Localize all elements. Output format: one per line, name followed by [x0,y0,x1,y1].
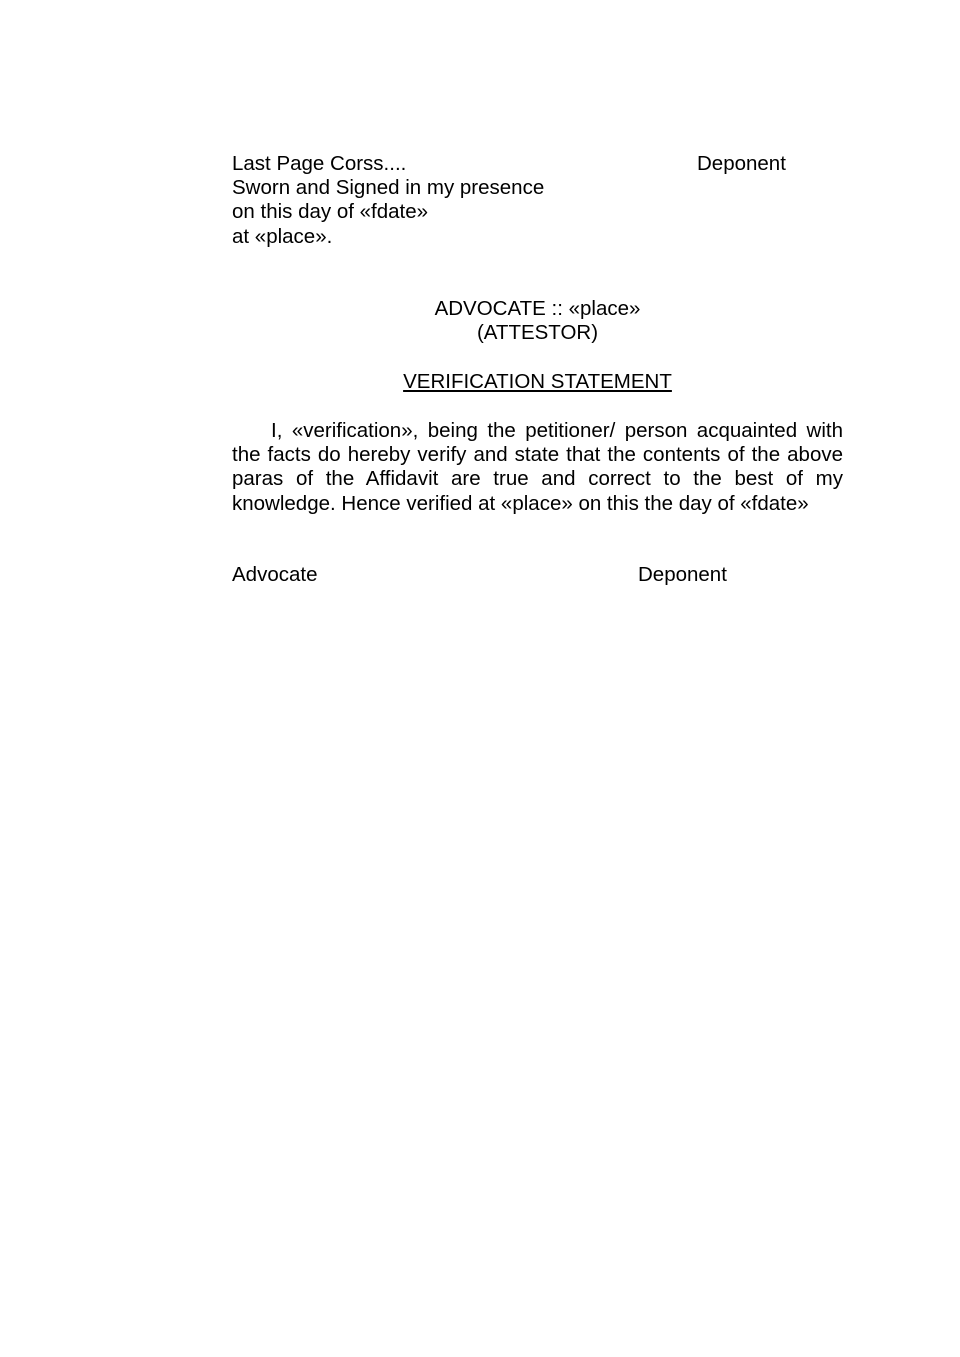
attestor-heading: (ATTESTOR) [476,321,599,344]
attestation-block [232,152,632,249]
advocate-signature-label: Advocate [232,563,318,586]
verification-body: I, «verification», being the petitioner/ person acquainted with the facts do hereby verify and state that the contents of the above paras of the Affidavit are true and correct to the best of my knowledge. Hence verified at «place» on this the day of «fdate» [232,419,843,515]
verification-heading [232,370,843,394]
verification-heading-text: VERIFICATION STATEMENT [403,370,672,393]
attestation-line-4: at «place». [232,224,333,248]
deponent-signature-label: Deponent [638,563,727,586]
advocate-heading: ADVOCATE :: «place» [434,297,641,320]
top-deponent-label: Deponent [697,152,786,175]
attestation-line-2: Sworn and Signed in my presence [232,176,545,200]
attestation-line-1: Last Page Corss.... [232,152,407,175]
attestation-line-3: on this day of «fdate» [232,200,429,224]
